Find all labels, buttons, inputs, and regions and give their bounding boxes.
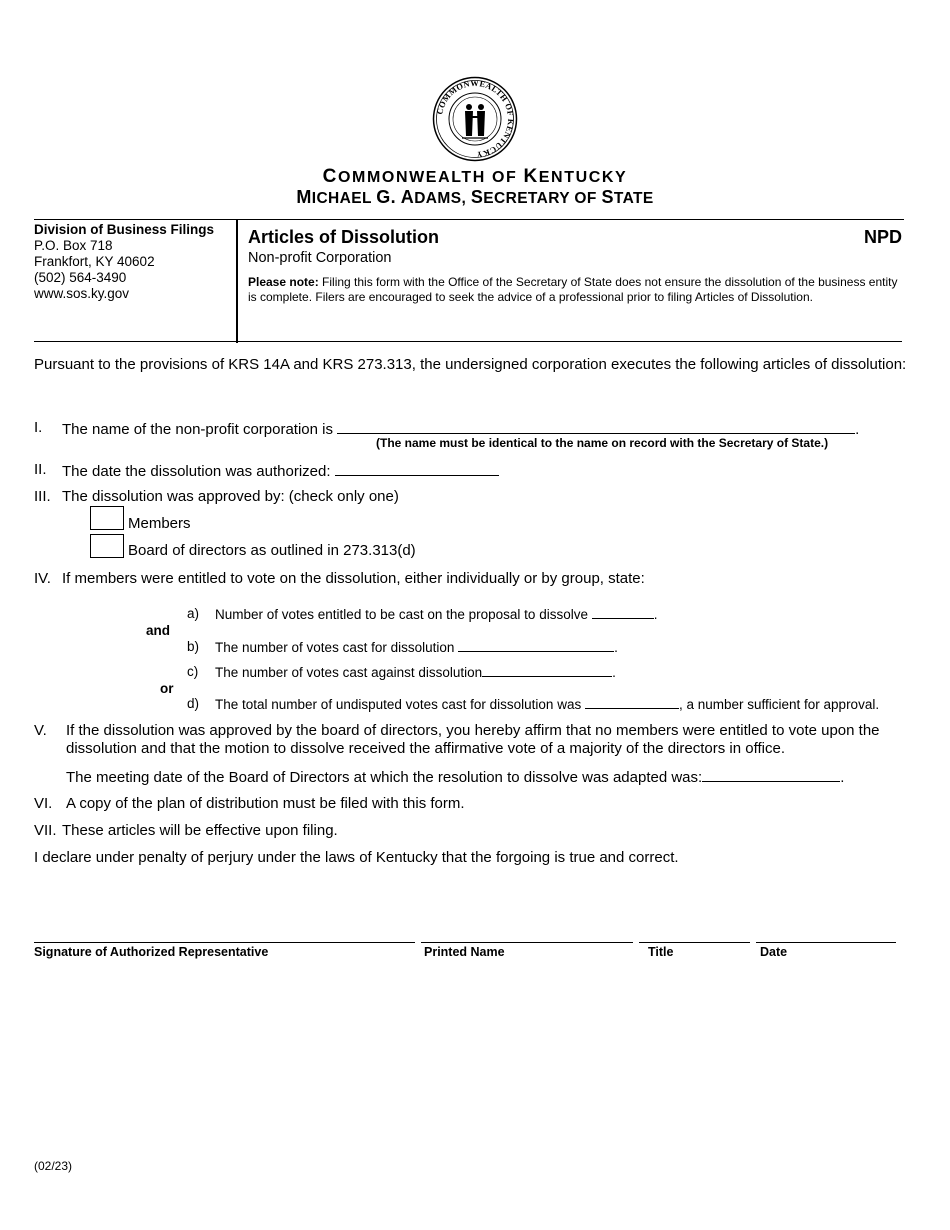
division-address2: Frankfort, KY 40602 [34, 254, 155, 269]
signature-field[interactable] [34, 942, 415, 943]
subitem-a-label: a) [187, 606, 200, 621]
printed-name-field[interactable] [421, 942, 633, 943]
subitem-c-text: The number of votes cast against dissolution . [215, 665, 616, 680]
item-ii-number: II. [34, 461, 47, 478]
form-version: (02/23) [34, 1159, 73, 1173]
item-v-number: V. [34, 722, 47, 739]
item-iii-text: The dissolution was approved by: (check only one) [62, 488, 399, 505]
header-bottom-rule [34, 341, 902, 342]
signature-label: Signature of Authorized Representative [34, 945, 269, 959]
date-field[interactable] [756, 942, 896, 943]
form-title: Articles of Dissolution [248, 227, 440, 247]
perjury-declaration: I declare under penalty of perjury under the laws of Kentucky that the forgoing is true and correct. [34, 849, 679, 866]
item-v-text: If the dissolution was approved by the board of directors, you hereby affirm that no members were entitled to vote upon the dissolution and that the motion to dissolve received the affirmative vote of a majority of the directors in office. [66, 722, 880, 757]
item-iii-number: III. [34, 488, 51, 505]
members-checkbox[interactable] [90, 506, 124, 530]
form-title-box [248, 227, 902, 305]
form-subtitle: Non-profit Corporation [248, 250, 392, 266]
form-code: NPD [863, 227, 902, 247]
commonwealth-heading: COMMONWEALTH OF KENTUCKY [322, 166, 628, 187]
secretary-heading: MICHAEL G. ADAMS, SECRETARY OF STATE [296, 187, 654, 207]
item-iv-number: IV. [34, 570, 51, 587]
division-info [34, 222, 214, 302]
name-requirement-note: (The name must be identical to the name on record with the Secretary of State.) [376, 436, 829, 450]
votes-entitled-field[interactable] [592, 606, 654, 619]
item-vii-number: VII. [34, 822, 57, 839]
undisputed-votes-field[interactable] [585, 696, 679, 709]
division-address1: P.O. Box 718 [34, 238, 113, 253]
item-vii-text: These articles will be effective upon filing. [62, 822, 338, 839]
subitem-d-label: d) [187, 696, 200, 711]
votes-for-field[interactable] [458, 639, 614, 652]
subitem-b-text: The number of votes cast for dissolution . [215, 640, 618, 655]
kentucky-seal-icon [432, 76, 518, 162]
form-note: Please note: Filing this form with the Office of the Secretary of State does not ensure the dissolution of the business entity is complete. Filers are encouraged to seek the advice of a professional prior to filing Articles of Dissolution. [248, 275, 898, 304]
title-field[interactable] [639, 942, 750, 943]
subitem-c-label: c) [187, 664, 199, 679]
subitem-d-text: The total number of undisputed votes cast for dissolution was , a number sufficient for approval. [215, 697, 880, 712]
item-vi-number: VI. [34, 795, 53, 812]
authorization-date-field[interactable] [335, 461, 499, 476]
division-website: www.sos.ky.gov [34, 286, 130, 301]
intro-paragraph: Pursuant to the provisions of KRS 14A and KRS 273.313, the undersigned corporation executes the following articles of dissolution: [34, 356, 907, 373]
board-checkbox[interactable] [90, 534, 124, 558]
members-label: Members [128, 515, 191, 532]
title-label: Title [648, 945, 674, 959]
header-top-rule [34, 219, 904, 220]
item-i-text: The name of the non-profit corporation is . [62, 421, 860, 438]
item-i-number: I. [34, 419, 43, 436]
item-ii-text: The date the dissolution was authorized: [62, 461, 499, 481]
division-name: Division of Business Filings [34, 222, 215, 237]
item-vi-text: A copy of the plan of distribution must be filed with this form. [66, 795, 465, 812]
date-label: Date [760, 945, 788, 959]
division-phone: (502) 564-3490 [34, 270, 127, 285]
subitem-b-label: b) [187, 639, 200, 654]
and-label: and [146, 623, 171, 638]
or-label: or [160, 681, 174, 696]
meeting-date-field[interactable] [702, 767, 840, 782]
item-iv-text: If members were entitled to vote on the dissolution, either individually or by group, state: [62, 570, 645, 587]
board-label: Board of directors as outlined in 273.313(d) [128, 542, 416, 559]
corporation-name-field[interactable] [337, 419, 855, 434]
subitem-a-text: Number of votes entitled to be cast on the proposal to dissolve . [215, 607, 658, 622]
votes-against-field[interactable] [482, 664, 612, 677]
meeting-date-text: The meeting date of the Board of Directors at which the resolution to dissolve was adapted was: . [66, 769, 845, 786]
printed-name-label: Printed Name [424, 945, 505, 959]
svg-text:COMMONWEALTH OF KENTUCKY: COMMONWEALTH OF KENTUCKY [435, 78, 516, 160]
header-divider [236, 219, 238, 343]
